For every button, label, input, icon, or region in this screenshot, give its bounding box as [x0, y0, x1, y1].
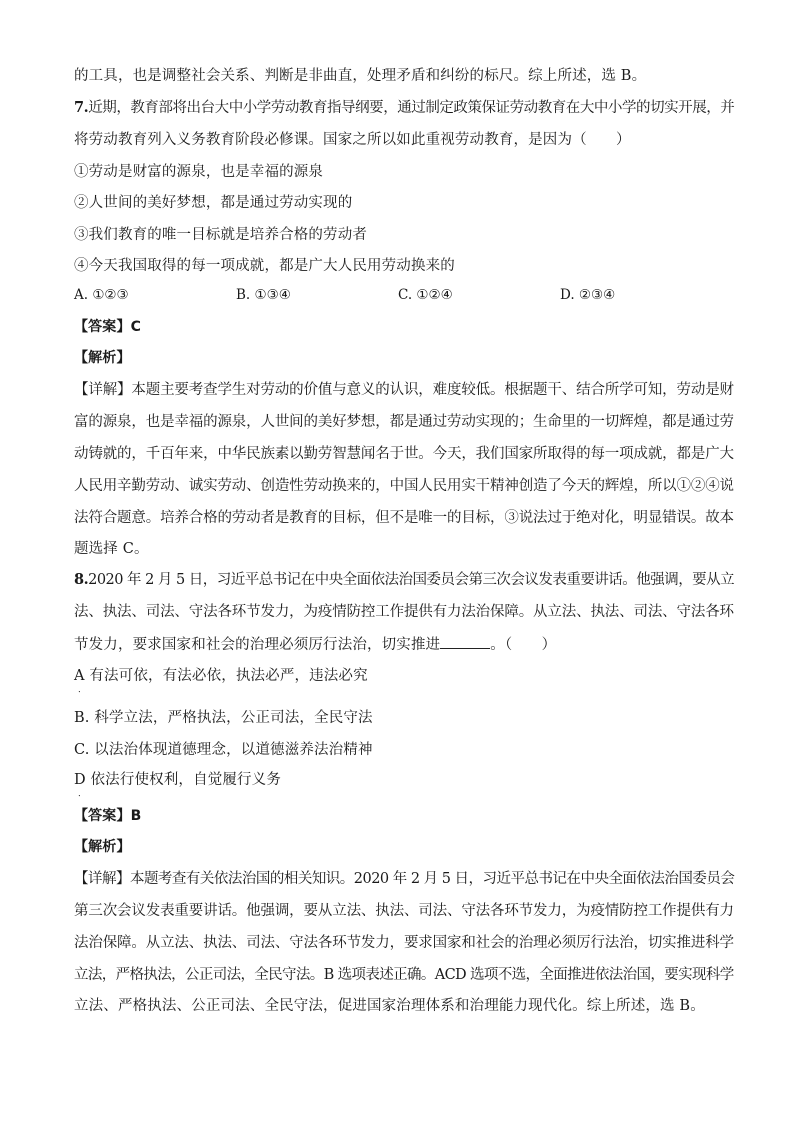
- q7-detail-line5: 法符合题意。培养合格的劳动者是教育的目标，但不是唯一的目标，③说法过于绝对化，明显错误。故本: [74, 510, 734, 526]
- q7-detail-line2: 富的源泉，也是幸福的源泉，人世间的美好梦想，都是通过劳动实现的；生命里的一切辉煌，都是通过劳: [74, 414, 734, 430]
- q8-option-a-dot: ．: [78, 685, 88, 695]
- q8-detail-line4: 立法，严格执法，公正司法，全民守法。B 选项表述正确。ACD 选项不选，全面推进依法治国，要实现科学: [74, 967, 734, 983]
- q8-detail-line3: 法治保障。从立法、执法、司法、守法各环节发力，要求国家和社会的治理必须厉行法治，切实推进科学: [74, 935, 734, 951]
- q7-option-d: D. ②③④: [560, 287, 616, 303]
- q7-stem-text: 近期，教育部将出台大中小学劳动教育指导纲要，通过制定政策保证劳动教育在大中小学的切实开展，并: [88, 100, 735, 116]
- q8-option-c: C. 以法治体现道德理念，以道德滋养法治精神: [74, 742, 373, 758]
- q8-detail-line2: 第三次会议发表重要讲话。他强调，要从立法、执法、司法、守法各环节发力，为疫情防控工作提供有力: [74, 903, 734, 919]
- q7-stem-line1: [74, 98, 734, 118]
- q7-number: 7.: [74, 99, 89, 116]
- q8-option-d: D 依法行使权利，自觉履行义务: [74, 772, 281, 788]
- answer-blank: [440, 634, 490, 649]
- q7-detail-line6: 题选择 C。: [74, 541, 149, 557]
- q7-statement-3: ③我们教育的唯一目标就是培养合格的劳动者: [74, 227, 367, 243]
- q7-option-c: C. ①②④: [398, 287, 453, 303]
- q8-number: 8.: [74, 571, 89, 588]
- q7-answer: 【答案】C: [74, 319, 142, 335]
- q7-detail-line4: 人民用辛勤劳动、诚实劳动、创造性劳动换来的，中国人民用实干精神创造了今天的辉煌，所以①②④说: [74, 478, 734, 494]
- q8-stem-paren: 。（ ）: [490, 637, 557, 653]
- q8-detail-line5: 立法、严格执法、公正司法、全民守法，促进国家治理体系和治理能力现代化。综上所述，选 B。: [74, 998, 705, 1014]
- q8-stem-line3-text: 节发力，要求国家和社会的治理必须厉行法治，切实推进: [74, 637, 441, 653]
- q8-option-b: B. 科学立法，严格执法，公正司法，全民守法: [74, 710, 373, 726]
- q8-stem-line3: [74, 634, 556, 655]
- q7-options: [74, 285, 722, 305]
- q8-detail-line1: 【详解】本题考查有关依法治国的相关知识。2020 年 2 月 5 日，习近平总书记在中央全面依法治国委员会: [74, 871, 735, 887]
- prev-answer-text: 的工具，也是调整社会关系、判断是非曲直，处理矛盾和纠纷的标尺。综上所述，选 B。: [74, 68, 647, 84]
- q7-statement-2: ②人世间的美好梦想，都是通过劳动实现的: [74, 195, 353, 211]
- q7-statement-4: ④今天我国取得的每一项成就，都是广大人民用劳动换来的: [74, 258, 455, 274]
- q7-option-b: B. ①③④: [236, 287, 291, 303]
- q8-answer: 【答案】B: [74, 808, 142, 824]
- q8-analysis-heading: 【解析】: [74, 839, 131, 855]
- q7-detail-line1: 【详解】本题主要考查学生对劳动的价值与意义的认识，难度较低。根据题干、结合所学可知，劳动是财: [74, 382, 734, 398]
- q7-stem-line2: 将劳动教育列入义务教育阶段必修课。国家之所以如此重视劳动教育，是因为（ ）: [74, 132, 631, 148]
- q7-detail-line3: 动铸就的，千百年来，中华民族素以勤劳智慧闻名于世。今天，我们国家所取得的每一项成就，都是广大: [74, 446, 734, 462]
- q7-analysis-heading: 【解析】: [74, 350, 131, 366]
- q8-stem-line2: 法、执法、司法、守法各环节发力，为疫情防控工作提供有力法治保障。从立法、执法、司法、守法各环: [74, 604, 734, 620]
- q8-option-d-dot: ．: [78, 789, 88, 799]
- q8-stem-line1: [74, 570, 734, 590]
- q8-stem-text: 2020 年 2 月 5 日，习近平总书记在中央全面依法治国委员会第三次会议发表重要讲话。他强调，要从立: [88, 572, 735, 588]
- q7-statement-1: ①劳动是财富的源泉，也是幸福的源泉: [74, 164, 324, 180]
- q7-option-a: A. ①②③: [74, 287, 129, 303]
- q8-option-a: A 有法可依，有法必依，执法必严，违法必究: [74, 668, 368, 684]
